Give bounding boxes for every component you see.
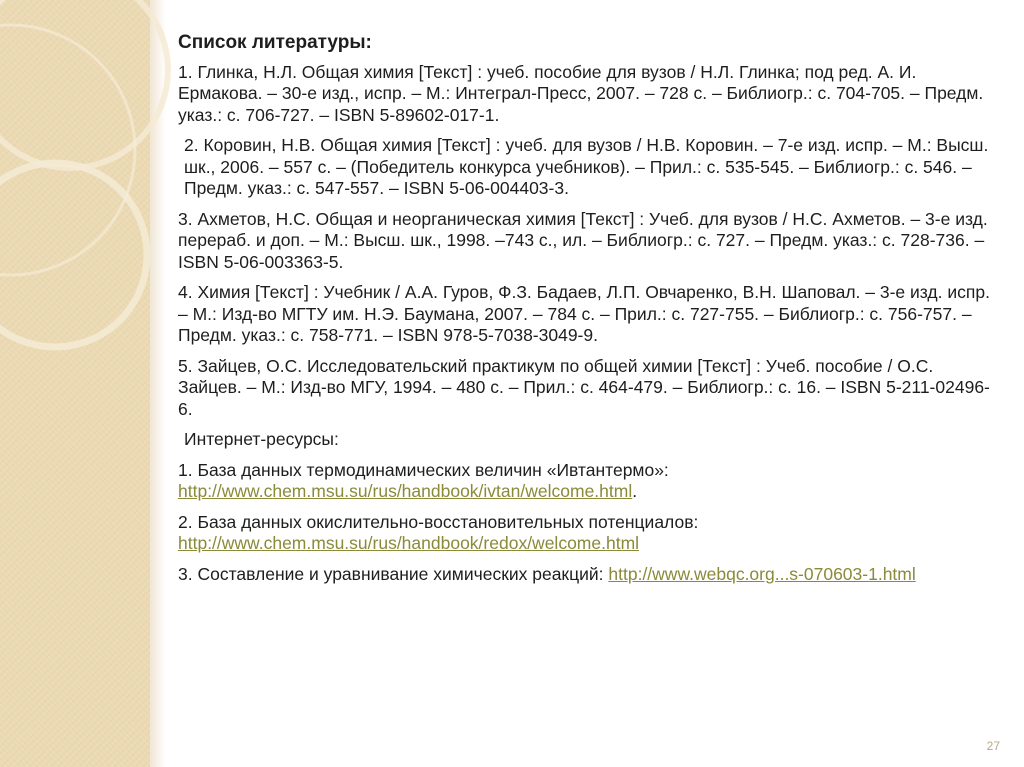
resource-link[interactable]: http://www.webqc.org...s-070603-1.html bbox=[608, 563, 916, 584]
resource-item bbox=[178, 564, 990, 586]
resource-label: 3. Составление и уравнивание химических реакций: bbox=[178, 563, 609, 584]
page-number: 27 bbox=[986, 739, 1000, 753]
slide-content bbox=[178, 32, 990, 594]
resource-suffix: . bbox=[632, 481, 638, 501]
resource-link[interactable]: http://www.chem.msu.su/rus/handbook/redox/welcome.html bbox=[178, 533, 640, 553]
reference-item: 2. Коровин, Н.В. Общая химия [Текст] : учеб. для вузов / Н.В. Коровин. – 7-е изд. испр. – М.: Высш. шк., 2006. – 557 с. – (Победитель конкурса учебников). – Прил.: с. 535-545. – Библиогр.: с. 546. – Предм. указ.: с. 547-557. – ISBN 5-06-004403-3. bbox=[184, 135, 989, 198]
reference-item: 1. Глинка, Н.Л. Общая химия [Текст] : учеб. пособие для вузов / Н.Л. Глинка; под ред. А. И. Ермакова. – 30-е изд., испр. – М.: Интеграл-Пресс, 2007. – 728 с. – Библиогр.: с. 704-705. – Предм. указ.: с. 706-727. – ISBN 5-89602-017-1. bbox=[178, 61, 984, 125]
reference-item: 5. Зайцев, О.С. Исследовательский практикум по общей химии [Текст] : Учеб. пособие / О.С. Зайцев. – М.: Изд-во МГУ, 1994. – 480 с. – Прил.: с. 464-479. – Библиогр.: с. 16. – ISBN 5-211-02496-6. bbox=[178, 355, 990, 419]
resource-item bbox=[178, 512, 990, 555]
resource-label: 1. База данных термодинамических величин «Ивтантермо»: bbox=[178, 459, 669, 480]
resource-label: 2. База данных окислительно-восстановительных потенциалов: bbox=[178, 511, 699, 532]
internet-resources-heading: Интернет-ресурсы: bbox=[184, 429, 339, 449]
resource-link[interactable]: http://www.chem.msu.su/rus/handbook/ivtan/welcome.html bbox=[178, 481, 633, 501]
slide-title: Список литературы: bbox=[178, 32, 372, 53]
resource-item bbox=[178, 460, 990, 503]
reference-item: 4. Химия [Текст] : Учебник / А.А. Гуров, Ф.З. Бадаев, Л.П. Овчаренко, В.Н. Шаповал. – 3-е изд. испр. – М.: Изд-во МГТУ им. Н.Э. Баумана, 2007. – 784 с. – Прил.: с. 727-755. – Библиогр.: с. 756-757. – Предм. указ.: с. 758-771. – ISBN 978-5-7038-3049-9. bbox=[178, 282, 990, 345]
reference-item: 3. Ахметов, Н.С. Общая и неорганическая химия [Текст] : Учеб. для вузов / Н.С. Ахметов. – 3-е изд. перераб. и доп. – М.: Высш. шк., 1998. –743 с., ил. – Библиогр.: с. 727. – Предм. указ.: с. 728-736. – ISBN 5-06-003363-5. bbox=[178, 208, 988, 272]
